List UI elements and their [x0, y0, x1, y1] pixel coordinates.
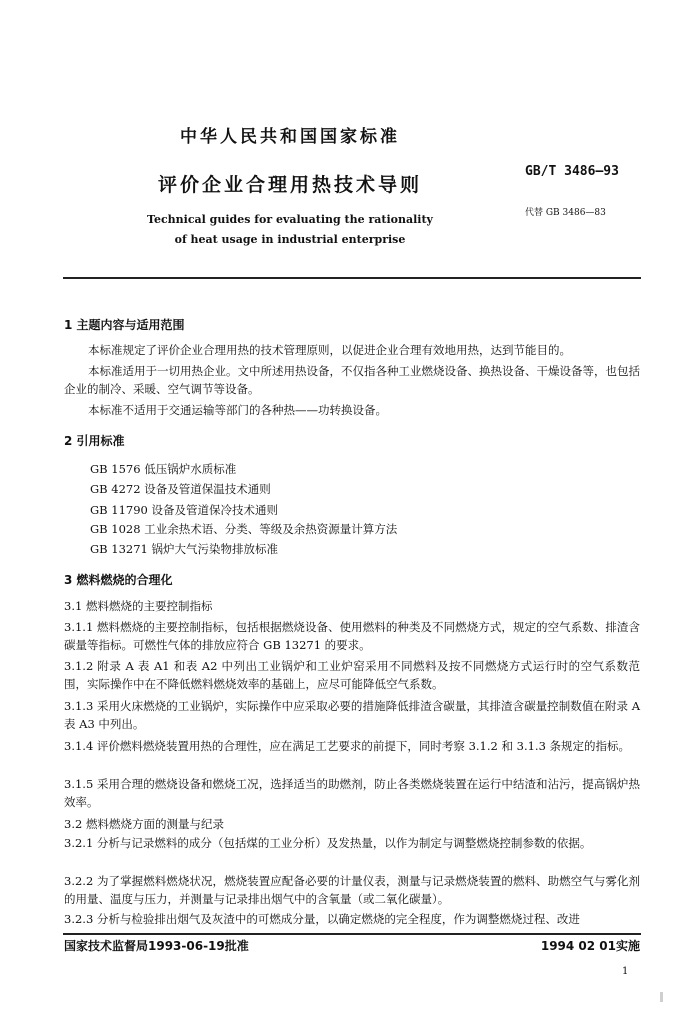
reference-standard-item: GB 13271 锅炉大气污染物排放标准 [90, 542, 279, 556]
clause-3-1-4: 3.1.4 评价燃料燃烧装置用热的合理性，应在满足工艺要求的前提下，同时考察 3.1.2 和 3.1.3 条规定的指标。 [64, 739, 631, 753]
clause-3-1-5: 3.1.5 采用合理的燃烧设备和燃烧工况，选择适当的助燃剂，防止各类燃烧装置在运行中结渣和沾污，提高锅炉热效率。 [64, 777, 640, 809]
section-1-paragraph-3: 本标准不适用于交通运输等部门的各种热——功转换设备。 [88, 403, 387, 417]
country-standard-heading: 中华人民共和国国家标准 [180, 127, 400, 147]
implementation-date: 1994 02 01实施 [540, 939, 640, 953]
section-1-paragraph-2: 本标准适用于一切用热企业。文中所述用热设备，不仅指各种工业燃烧设备、换热设备、干燥设备等，也包括企业的制冷、采暖、空气调节等设备。 [64, 364, 640, 396]
document-title-chinese: 评价企业合理用热技术导则 [157, 174, 422, 196]
scan-mark [660, 992, 663, 1002]
clause-3-1-1: 3.1.1 燃料燃烧的主要控制指标，包括根据燃烧设备、使用燃料的种类及不同燃烧方式，规定的空气系数、排渣含碳量等指标。可燃性气体的排放应符合 GB 13271 的要求。 [64, 620, 640, 652]
replaces-standard: 代替 GB 3486—83 [525, 208, 606, 218]
header-divider [63, 277, 641, 279]
clause-3-2-1: 3.2.1 分析与记录燃料的成分（包括煤的工业分析）及发热量，以作为制定与调整燃烧控制参数的依据。 [64, 836, 592, 850]
reference-standard-item: GB 4272 设备及管道保温技术通则 [90, 482, 271, 496]
clause-3-2-2: 3.2.2 为了掌握燃料燃烧状况，燃烧装置应配备必要的计量仪表，测量与记录燃烧装置的燃料、助燃空气与雾化剂的用量、温度与压力，并测量与记录排出烟气中的含氧量（或二氧化碳量）。 [64, 874, 640, 906]
page-number: 1 [622, 966, 629, 977]
approval-date: 国家技术监督局1993-06-19批准 [64, 939, 249, 953]
section-3-heading: 3 燃料燃烧的合理化 [64, 573, 173, 587]
clause-3-1-2: 3.1.2 附录 A 表 A1 和表 A2 中列出工业锅炉和工业炉窑采用不同燃料及按不同燃烧方式运行时的空气系数范围，实际操作中在不降低燃料燃烧效率的基础上，应尽可能降低空气系数。 [64, 659, 640, 691]
clause-3-2-3: 3.2.3 分析与检验排出烟气及灰渣中的可燃成分量，以确定燃烧的完全程度，作为调整燃烧过程、改进 [64, 912, 580, 926]
reference-standard-item: GB 1576 低压锅炉水质标准 [90, 462, 237, 476]
clause-3-1-heading: 3.1 燃料燃烧的主要控制指标 [64, 599, 213, 613]
document-title-english-line2: of heat usage in industrial enterprise [174, 233, 406, 246]
section-1-heading: 1 主题内容与适用范围 [64, 318, 185, 332]
reference-standard-item: GB 1028 工业余热术语、分类、等级及余热资源量计算方法 [90, 522, 398, 536]
clause-3-1-3: 3.1.3 采用火床燃烧的工业锅炉，实际操作中应采取必要的措施降低排渣含碳量，其排渣含碳量控制数值在附录 A 表 A3 中列出。 [64, 699, 640, 731]
clause-3-2-heading: 3.2 燃料燃烧方面的测量与纪录 [64, 817, 224, 831]
standard-number: GB/T 3486—93 [525, 164, 619, 179]
document-title-english-line1: Technical guides for evaluating the rationality [147, 213, 433, 226]
footer-divider [63, 933, 641, 935]
reference-standard-item: GB 11790 设备及管道保冷技术通则 [90, 503, 279, 517]
section-1-paragraph-1: 本标准规定了评价企业合理用热的技术管理原则，以促进企业合理有效地用热，达到节能目的。 [88, 343, 571, 357]
section-2-heading: 2 引用标准 [64, 434, 125, 448]
